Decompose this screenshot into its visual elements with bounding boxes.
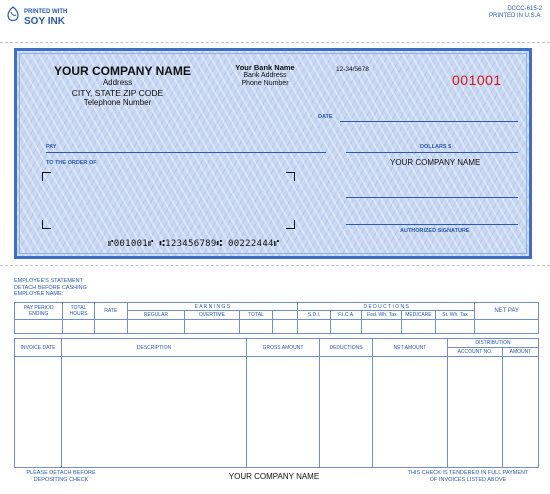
deductions-header: D E D U C T I O N S bbox=[297, 303, 474, 311]
company-address: Address bbox=[102, 78, 133, 87]
net-pay-header: NET PAY bbox=[475, 303, 539, 320]
earnings-cell bbox=[15, 320, 63, 334]
statement-line-1: EMPLOYEE'S STATEMENT bbox=[14, 278, 83, 284]
rate-header: RATE bbox=[94, 303, 127, 320]
company-phone: Telephone Number bbox=[83, 98, 152, 107]
company-city: CITY, STATE ZIP CODE bbox=[71, 88, 164, 98]
pay-period-header: PAY PERIOD ENDING bbox=[15, 303, 63, 320]
invoice-date-header: INVOICE DATE bbox=[15, 339, 62, 357]
dollars-label: DOLLARS $ bbox=[420, 144, 452, 150]
micr-line: ⑈001001⑈ ⑆123456789⑆ 00222444⑈ bbox=[108, 239, 280, 249]
signer-company: YOUR COMPANY NAME bbox=[390, 158, 481, 167]
invoice-cell bbox=[15, 357, 62, 468]
amount-line bbox=[346, 152, 518, 153]
soy-ink-line2: SOY INK bbox=[24, 16, 65, 27]
soy-ink-logo bbox=[6, 4, 68, 34]
earnings-cell bbox=[239, 320, 272, 334]
date-label: DATE bbox=[318, 114, 333, 120]
invoice-cell bbox=[247, 357, 320, 468]
invoice-cell bbox=[373, 357, 448, 468]
earnings-header: E A R N I N G S bbox=[127, 303, 297, 311]
signature-line-2 bbox=[346, 224, 518, 225]
printed-in-label: PRINTED IN U.S.A. bbox=[488, 13, 542, 19]
distribution-header: DISTRIBUTION bbox=[448, 339, 539, 348]
detach-notice: PLEASE DETACH BEFORE DEPOSITING CHECK bbox=[26, 470, 96, 483]
company-name: YOUR COMPANY NAME bbox=[54, 64, 191, 78]
bank-block bbox=[220, 64, 310, 88]
earnings-cell bbox=[63, 320, 94, 334]
tender-notice: THIS CHECK IS TENDERED IN FULL PAYMENT OF INVOICES LISTED ABOVE bbox=[407, 470, 529, 483]
fraction-code: 12-34/5678 bbox=[336, 66, 369, 73]
fica-header: F.I.C.A. bbox=[331, 311, 362, 320]
check-number: 001001 bbox=[452, 72, 502, 88]
payee-corner-bl bbox=[42, 220, 51, 229]
regular-header: REGULAR bbox=[127, 311, 184, 320]
net-amount-header: NET AMOUNT bbox=[373, 339, 448, 357]
form-code bbox=[489, 6, 542, 20]
employee-statement bbox=[14, 278, 87, 298]
total-header: TOTAL bbox=[239, 311, 272, 320]
account-no-header: ACCOUNT NO. bbox=[448, 348, 503, 357]
footer-company-name: YOUR COMPANY NAME bbox=[228, 472, 320, 481]
invoice-cell bbox=[503, 357, 539, 468]
payee-corner-tl bbox=[42, 172, 51, 181]
description-header: DESCRIPTION bbox=[62, 339, 247, 357]
earnings-cell bbox=[127, 320, 184, 334]
perforation-middle bbox=[0, 265, 550, 266]
earnings-cell bbox=[475, 320, 539, 334]
earnings-cell bbox=[331, 320, 362, 334]
statement-line-2: DETACH BEFORE CASHING bbox=[14, 284, 87, 291]
earnings-cell bbox=[362, 320, 402, 334]
medicare-header: MEDICARE bbox=[402, 311, 435, 320]
company-address-block bbox=[40, 78, 195, 108]
soy-leaf-icon bbox=[6, 6, 20, 22]
date-line bbox=[340, 121, 518, 122]
gross-amount-header: GROSS AMOUNT bbox=[247, 339, 320, 357]
total-hours-header: TOTAL HOURS bbox=[63, 303, 94, 320]
invoice-cell bbox=[62, 357, 247, 468]
invoice-table bbox=[14, 338, 539, 468]
order-label: TO THE ORDER OF bbox=[46, 160, 97, 166]
fed-wh-tax-header: Fed. Wh. Tax bbox=[362, 311, 402, 320]
amount-header: AMOUNT bbox=[503, 348, 539, 357]
earnings-cell bbox=[94, 320, 127, 334]
st-wh-tax-header: St. Wh. Tax bbox=[435, 311, 475, 320]
bank-address: Bank Address bbox=[243, 72, 287, 79]
earnings-cell bbox=[184, 320, 239, 334]
bank-name: Your Bank Name bbox=[235, 63, 295, 72]
soy-ink-line1: PRINTED WITH bbox=[24, 9, 68, 15]
invoice-cell bbox=[320, 357, 373, 468]
earnings-cell bbox=[435, 320, 475, 334]
deductions-col-header: DEDUCTIONS bbox=[320, 339, 373, 357]
perforation-top bbox=[0, 42, 550, 43]
payee-corner-br bbox=[286, 220, 295, 229]
signature-label: AUTHORIZED SIGNATURE bbox=[400, 228, 470, 234]
earnings-cell bbox=[297, 320, 330, 334]
form-code-number: DCCC-615-2 bbox=[507, 6, 542, 12]
signature-line-1 bbox=[346, 197, 518, 198]
earnings-cell bbox=[402, 320, 435, 334]
earnings-cell bbox=[273, 320, 298, 334]
sdi-header: S.D.I. bbox=[297, 311, 330, 320]
overtime-header: OVERTIME bbox=[184, 311, 239, 320]
bank-phone: Phone Number bbox=[241, 80, 289, 87]
earnings-table bbox=[14, 302, 539, 334]
employee-name-label: EMPLOYEE NAME: bbox=[14, 291, 64, 297]
pay-label: PAY bbox=[46, 144, 57, 150]
blank-earnings-header bbox=[273, 311, 298, 320]
payee-corner-tr bbox=[286, 172, 295, 181]
pay-line bbox=[46, 152, 326, 153]
invoice-cell bbox=[448, 357, 503, 468]
